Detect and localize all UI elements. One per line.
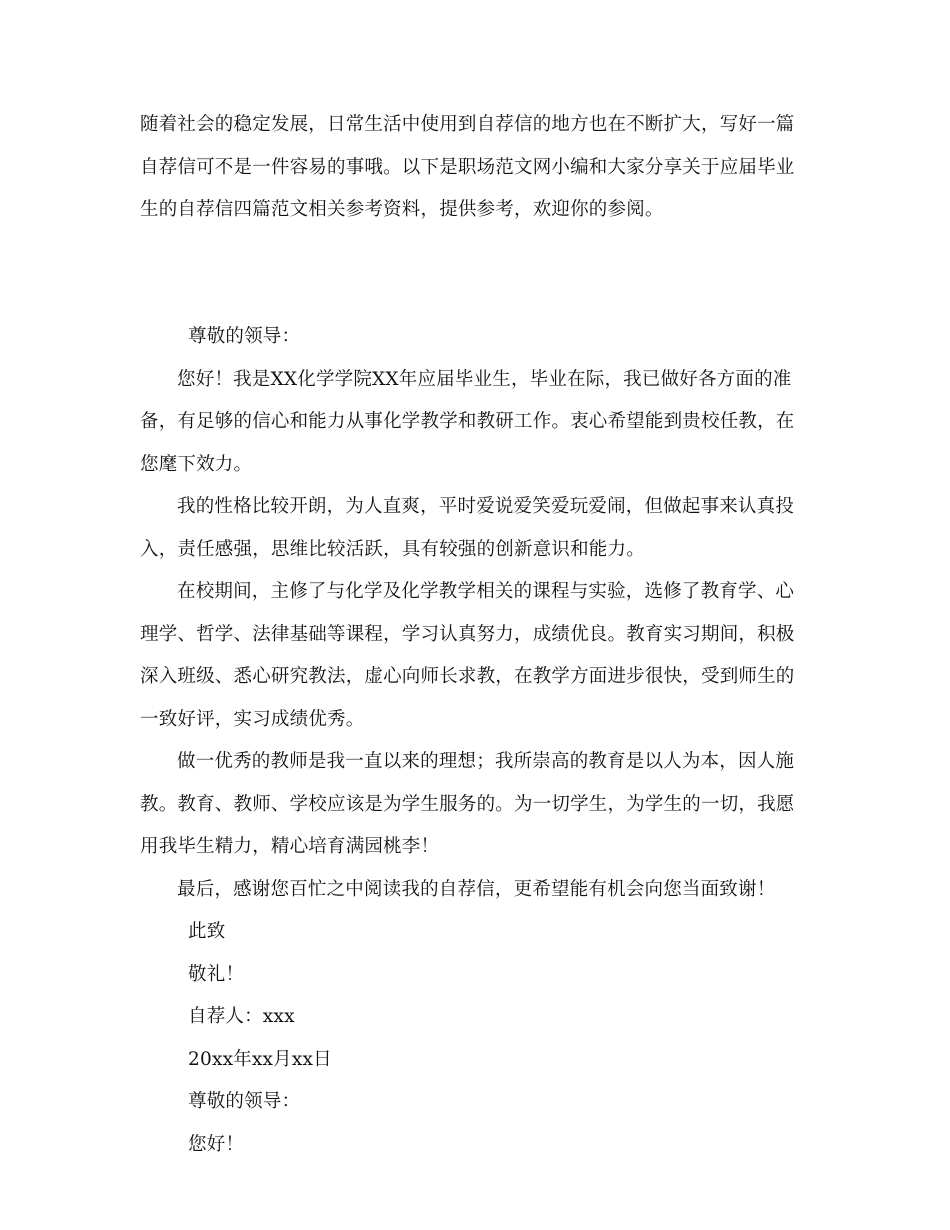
letter-signer: 自荐人：xxx [188,1006,295,1027]
letter-closing-1: 此致 [188,921,226,942]
letter-paragraph-5: 最后，感谢您百忙之中阅读我的自荐信，更希望能有机会向您当面致谢！ [177,878,776,900]
letter-paragraph-2: 我的性格比较开朗，为人直爽，平时爱说爱笑爱玩爱闹，但做起事来认真投入，责任感强，思维比较活跃，具有较强的创新意识和能力。 [140,496,795,560]
letter-body [140,316,810,1166]
letter-salutation: 尊敬的领导： [188,326,301,347]
intro-text: 随着社会的稳定发展，日常生活中使用到自荐信的地方也在不断扩大，写好一篇自荐信可不是一件容易的事哦。以下是职场范文网小编和大家分享关于应届毕业生的自荐信四篇范文相关参考资料，提供参考，欢迎你的参阅。 [140,114,795,220]
letter-paragraph-1: 您好！我是XX化学学院XX年应届毕业生，毕业在际，我已做好各方面的准备，有足够的信心和能力从事化学教学和教研工作。衷心希望能到贵校任教，在您麾下效力。 [140,368,795,475]
letter-closing-2: 敬礼！ [188,963,245,985]
next-letter-greeting: 您好！ [188,1133,245,1155]
letter-paragraph-4: 做一优秀的教师是我一直以来的理想；我所崇高的教育是以人为本，因人施教。教育、教师、学校应该是为学生服务的。为一切学生，为学生的一切，我愿用我毕生精力，精心培育满园桃李！ [140,751,795,857]
letter-date: 20xx年xx月xx日 [188,1048,332,1070]
intro-paragraph [140,104,810,232]
letter-paragraph-3: 在校期间，主修了与化学及化学教学相关的课程与实验，选修了教育学、心理学、哲学、法律基础等课程，学习认真努力，成绩优良。教育实习期间，积极深入班级、悉心研究教法，虚心向师长求教，在教学方面进步很快，受到师生的一致好评，实习成绩优秀。 [140,581,795,730]
next-letter-salutation: 尊敬的领导： [188,1091,301,1112]
